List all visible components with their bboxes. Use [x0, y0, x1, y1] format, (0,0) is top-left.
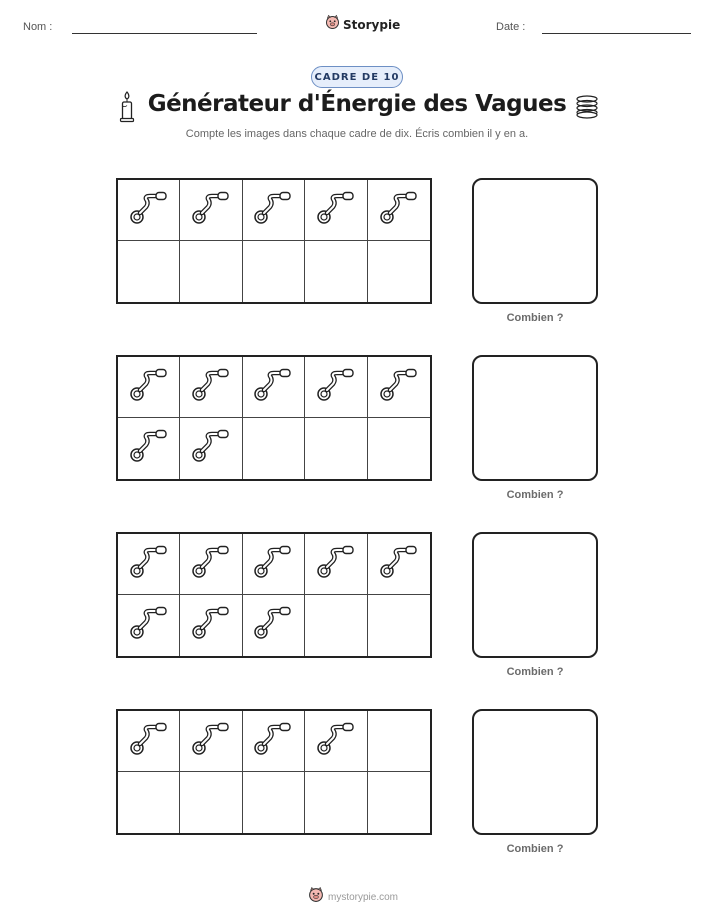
wave-generator-crank-icon [129, 721, 169, 762]
question-label-4: Combien ? [506, 843, 564, 855]
wave-generator-crank-icon [129, 605, 169, 646]
frame-cell [180, 595, 242, 656]
instructions: Compte les images dans chaque cadre de dix. Écris combien il y en a. [185, 128, 529, 140]
wave-generator-crank-icon [379, 190, 419, 231]
frame-cell [118, 595, 180, 656]
wave-generator-crank-icon [191, 721, 231, 762]
frame-cell [180, 418, 242, 479]
pig-mascot-icon [308, 886, 324, 908]
wave-generator-crank-icon [191, 428, 231, 469]
date-line[interactable] [542, 33, 691, 34]
coil-spring-icon [574, 94, 600, 125]
frame-cell [305, 418, 367, 479]
frame-cell [118, 534, 180, 595]
frame-cell [368, 772, 430, 833]
lighthouse-candle-icon [118, 91, 136, 128]
ten-frame-1 [116, 178, 432, 304]
question-label-3: Combien ? [506, 666, 564, 678]
frame-cell [243, 357, 305, 418]
frame-cell [305, 357, 367, 418]
frame-cell [305, 534, 367, 595]
frame-cell [243, 772, 305, 833]
wave-generator-crank-icon [191, 367, 231, 408]
wave-generator-crank-icon [129, 544, 169, 585]
ten-frame-2 [116, 355, 432, 481]
answer-box-3[interactable] [472, 532, 598, 658]
date-label: Date : [496, 21, 526, 33]
frame-cell [118, 241, 180, 302]
frame-cell [368, 711, 430, 772]
wave-generator-crank-icon [129, 428, 169, 469]
frame-cell [118, 180, 180, 241]
frame-cell [243, 180, 305, 241]
brand-name: Storypie [343, 17, 401, 32]
frame-cell [305, 241, 367, 302]
wave-generator-crank-icon [191, 605, 231, 646]
frame-cell [243, 595, 305, 656]
frame-cell [180, 772, 242, 833]
footer [308, 886, 398, 908]
worksheet-type-badge: CADRE DE 10 [311, 66, 403, 88]
name-line[interactable] [72, 33, 257, 34]
page-title: Générateur d'Énergie des Vagues [147, 91, 567, 117]
wave-generator-crank-icon [379, 367, 419, 408]
frame-cell [180, 180, 242, 241]
footer-url: mystorypie.com [328, 891, 399, 903]
wave-generator-crank-icon [253, 190, 293, 231]
frame-cell [118, 711, 180, 772]
frame-cell [180, 711, 242, 772]
frame-cell [180, 357, 242, 418]
wave-generator-crank-icon [316, 367, 356, 408]
brand-logo [325, 14, 400, 35]
frame-cell [180, 241, 242, 302]
wave-generator-crank-icon [316, 721, 356, 762]
ten-frame-3 [116, 532, 432, 658]
wave-generator-crank-icon [316, 544, 356, 585]
frame-cell [368, 534, 430, 595]
answer-box-2[interactable] [472, 355, 598, 481]
wave-generator-crank-icon [253, 544, 293, 585]
frame-cell [243, 534, 305, 595]
wave-generator-crank-icon [191, 190, 231, 231]
frame-cell [368, 418, 430, 479]
frame-cell [368, 357, 430, 418]
answer-box-4[interactable] [472, 709, 598, 835]
frame-cell [305, 595, 367, 656]
answer-box-1[interactable] [472, 178, 598, 304]
frame-cell [180, 534, 242, 595]
frame-cell [368, 595, 430, 656]
question-label-2: Combien ? [506, 489, 564, 501]
frame-cell [243, 418, 305, 479]
wave-generator-crank-icon [253, 721, 293, 762]
frame-cell [118, 772, 180, 833]
frame-cell [305, 772, 367, 833]
frame-cell [118, 357, 180, 418]
frame-cell [243, 711, 305, 772]
frame-cell [118, 418, 180, 479]
frame-cell [368, 241, 430, 302]
wave-generator-crank-icon [316, 190, 356, 231]
frame-cell [305, 711, 367, 772]
ten-frame-4 [116, 709, 432, 835]
question-label-1: Combien ? [506, 312, 564, 324]
wave-generator-crank-icon [253, 605, 293, 646]
wave-generator-crank-icon [129, 367, 169, 408]
pig-mascot-icon [325, 14, 340, 35]
frame-cell [368, 180, 430, 241]
name-label: Nom : [23, 21, 53, 33]
frame-cell [243, 241, 305, 302]
wave-generator-crank-icon [379, 544, 419, 585]
wave-generator-crank-icon [129, 190, 169, 231]
wave-generator-crank-icon [191, 544, 231, 585]
frame-cell [305, 180, 367, 241]
wave-generator-crank-icon [253, 367, 293, 408]
